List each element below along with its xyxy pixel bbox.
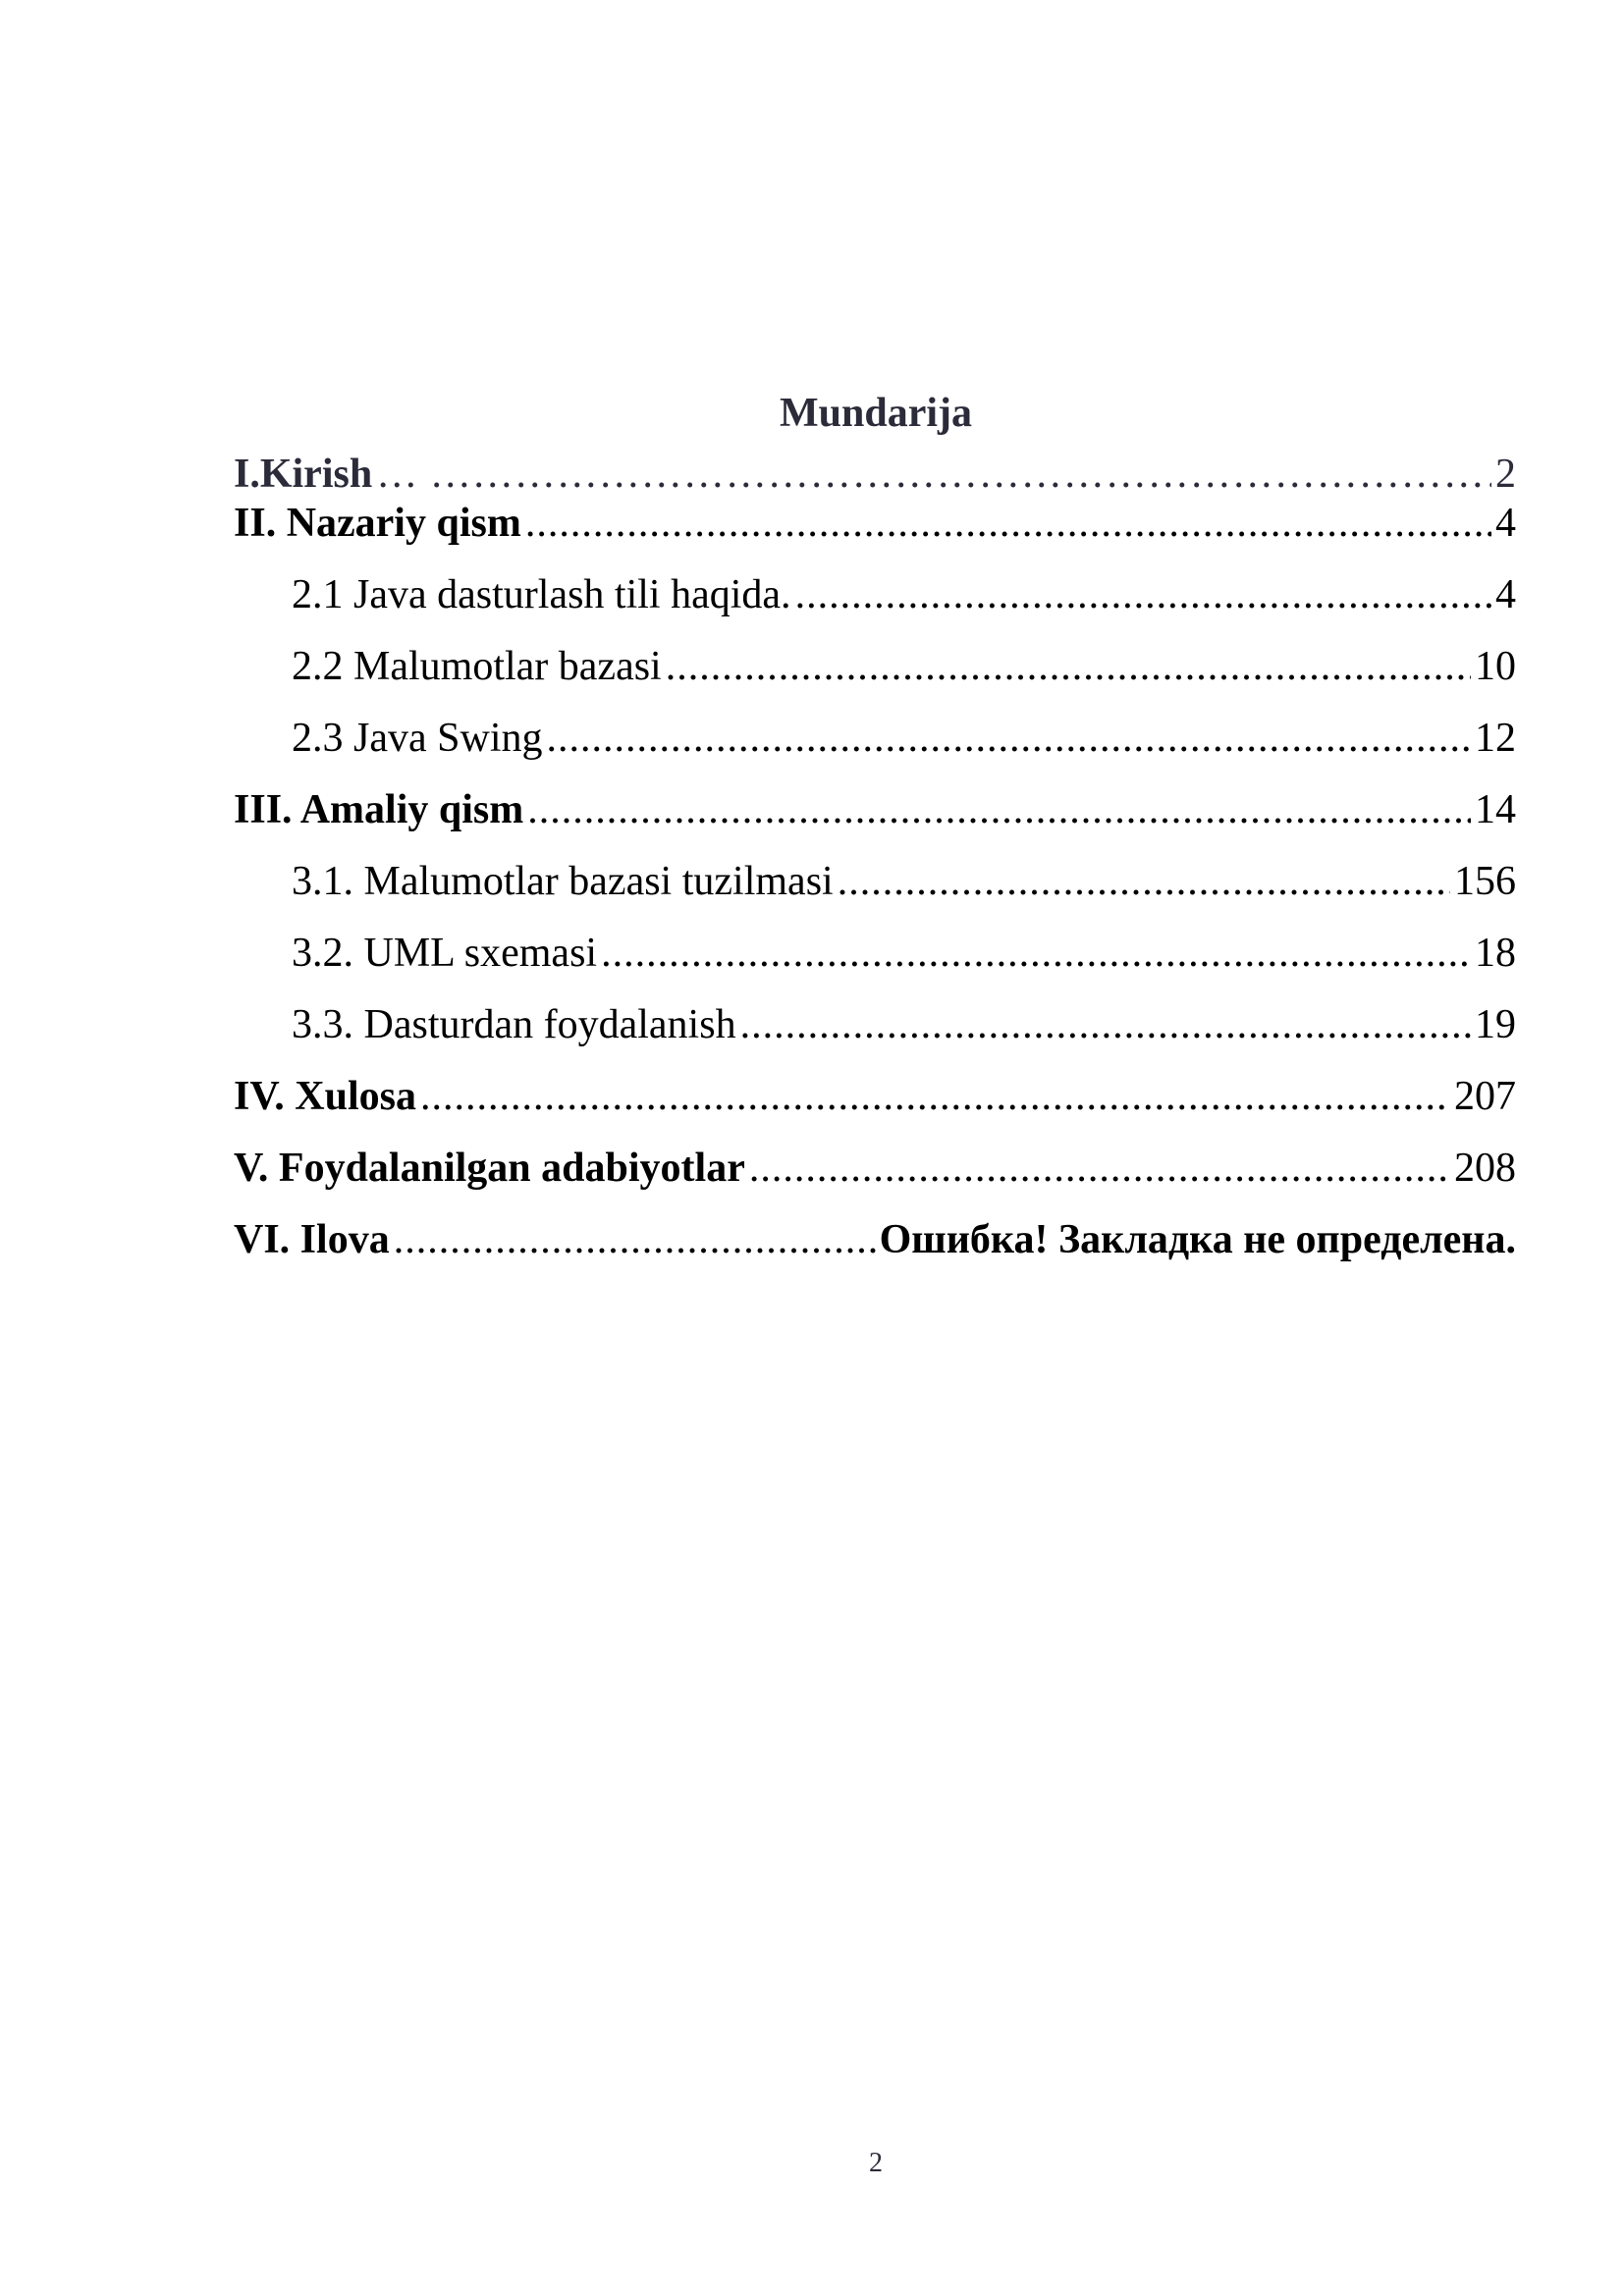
toc-entry-label: V. Foydalanilgan adabiyotlar: [234, 1146, 745, 1191]
toc-dot-leader: [376, 454, 1491, 495]
toc-entry-label: II. Nazariy qism: [234, 501, 521, 546]
toc-entry-xulosa[interactable]: [234, 1076, 1516, 1148]
page-number: 2: [869, 2148, 883, 2178]
toc-entry-page: 2: [1495, 452, 1516, 497]
toc-entry-label: 3.2. UML sxemasi: [292, 931, 598, 976]
toc-entry-label: III. Amaliy qism: [234, 787, 524, 832]
toc-entry-page: 156: [1454, 859, 1516, 904]
toc-title: Mundarija: [779, 391, 972, 436]
toc-dot-leader: [547, 718, 1472, 759]
toc-entry-label: I.Kirish: [234, 452, 373, 497]
toc-entry-label: 2.1 Java dasturlash tili haqida.: [292, 572, 791, 617]
toc-entry-label: VI. Ilova: [234, 1217, 390, 1262]
toc-dot-leader: [740, 1004, 1471, 1045]
toc-dot-leader: [420, 1076, 1450, 1117]
toc-entry-java-swing[interactable]: [234, 718, 1516, 789]
toc-dot-leader: [749, 1148, 1450, 1189]
toc-entry-kirish[interactable]: [234, 454, 1516, 503]
toc-entry-nazariy-qism[interactable]: [234, 503, 1516, 574]
toc-entry-page: 208: [1454, 1146, 1516, 1191]
toc-entry-page: 10: [1475, 644, 1516, 689]
toc-dot-leader: [394, 1219, 876, 1260]
toc-dot-leader: [666, 646, 1471, 687]
toc-dot-leader: [838, 861, 1450, 902]
toc-entry-page: 12: [1475, 716, 1516, 761]
toc-entry-label: IV. Xulosa: [234, 1074, 416, 1119]
toc-entry-page: 19: [1475, 1002, 1516, 1047]
table-of-contents: [234, 454, 1516, 1291]
toc-entry-page: 4: [1495, 572, 1516, 617]
toc-dot-leader: [601, 933, 1471, 974]
toc-entry-page: 18: [1475, 931, 1516, 976]
toc-entry-malumotlar-bazasi[interactable]: [234, 646, 1516, 718]
toc-entry-label: 2.2 Malumotlar bazasi: [292, 644, 662, 689]
toc-entry-java-dasturlash[interactable]: [234, 574, 1516, 646]
toc-entry-label: 3.3. Dasturdan foydalanish: [292, 1002, 736, 1047]
toc-bookmark-error: Ошибка! Закладка не определена.: [879, 1217, 1516, 1262]
toc-entry-page: 207: [1454, 1074, 1516, 1119]
toc-entry-dasturdan-foydalanish[interactable]: [234, 1004, 1516, 1076]
toc-entry-foydalanilgan-adabiyotlar[interactable]: [234, 1148, 1516, 1219]
toc-dot-leader: [795, 574, 1491, 615]
toc-entry-page: 4: [1495, 501, 1516, 546]
toc-entry-page: 14: [1475, 787, 1516, 832]
toc-entry-bazasi-tuzilmasi[interactable]: [234, 861, 1516, 933]
toc-entry-amaliy-qism[interactable]: [234, 789, 1516, 861]
toc-dot-leader: [527, 789, 1471, 830]
toc-dot-leader: [525, 503, 1491, 544]
toc-entry-ilova[interactable]: [234, 1219, 1516, 1291]
toc-entry-label: 3.1. Malumotlar bazasi tuzilmasi: [292, 859, 834, 904]
toc-entry-uml-sxemasi[interactable]: [234, 933, 1516, 1004]
toc-entry-label: 2.3 Java Swing: [292, 716, 543, 761]
